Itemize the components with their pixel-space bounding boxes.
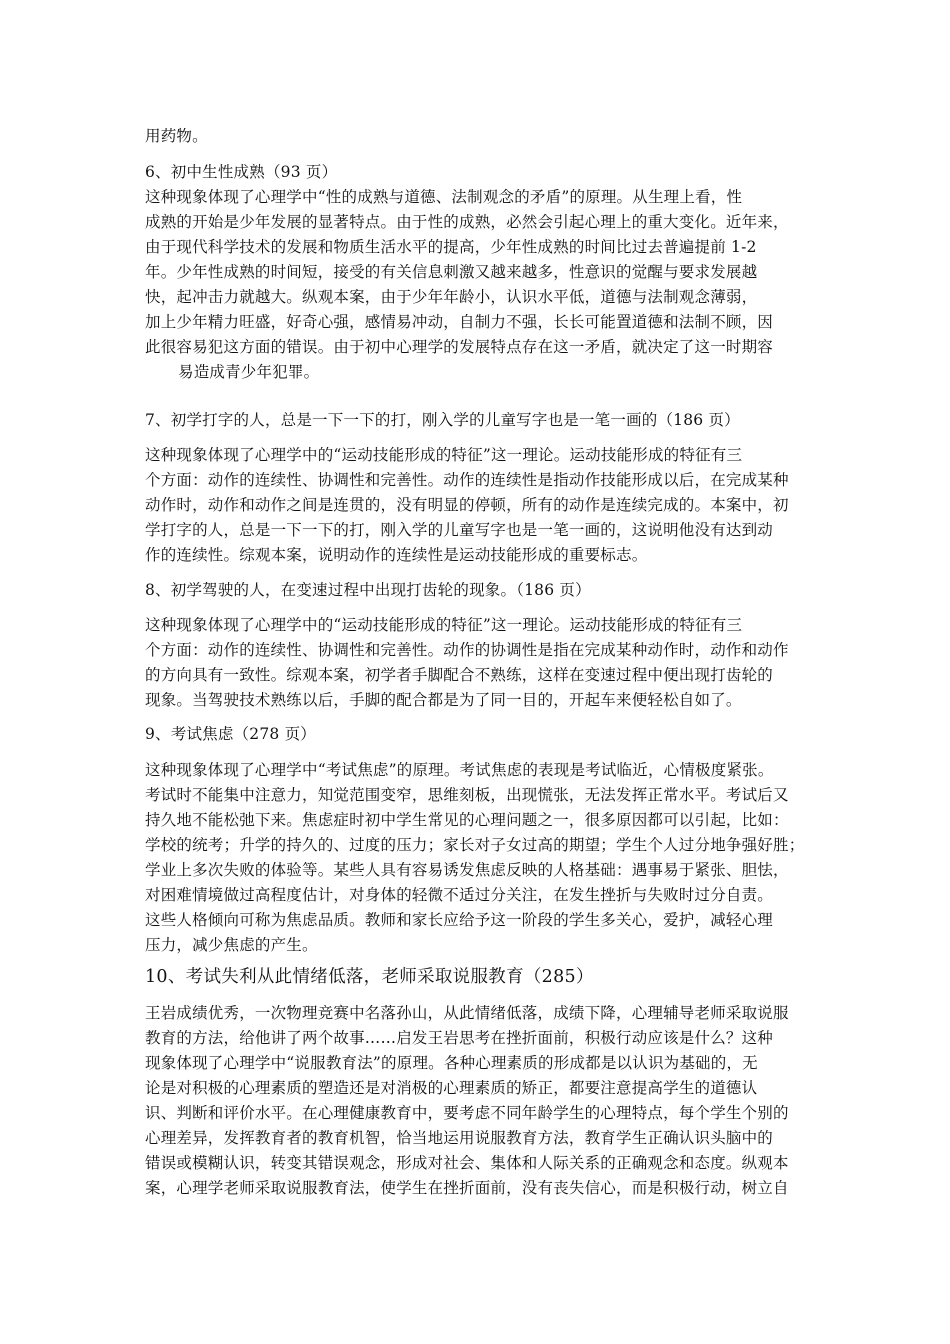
section-7-line-1: 这种现象体现了心理学中的“运动技能形成的特征”这一理论。运动技能形成的特征有三 (145, 446, 743, 464)
section-6-line-6: 加上少年精力旺盛，好奇心强，感情易冲动，自制力不强，长长可能置道德和法制不顾，因 (145, 313, 774, 331)
section-7-line-4: 学打字的人，总是一下一下的打，刚入学的儿童写字也是一笔一画的，这说明他没有达到动 (145, 521, 774, 539)
section-10-line-3: 现象体现了心理学中“说服教育法”的原理。各种心理素质的形成都是以认识为基础的，无 (145, 1054, 758, 1072)
section-9-line-8: 压力，减少焦虑的产生。 (145, 936, 318, 954)
section-10-line-2: 教育的方法，给他讲了两个故事……启发王岩思考在挫折面前，积极行动应该是什么？这种 (145, 1029, 774, 1047)
section-6-line-7: 此很容易犯这方面的错误。由于初中心理学的发展特点存在这一矛盾，就决定了这一时期容 (145, 338, 774, 356)
section-6-line-4: 年。少年性成熟的时间短，接受的有关信息刺激又越来越多，性意识的觉醒与要求发展越 (145, 263, 758, 281)
section-9-line-5: 学业上多次失败的体验等。某些人具有容易诱发焦虑反映的人格基础：遇事易于紧张、胆怯， (145, 861, 789, 879)
section-7-line-2: 个方面：动作的连续性、协调性和完善性。动作的连续性是指动作技能形成以后，在完成某种 (145, 471, 789, 489)
section-9-line-2: 考试时不能集中注意力，知觉范围变窄，思维刻板，出现慌张，无法发挥正常水平。考试后又 (145, 786, 789, 804)
intro-tail-line: 用药物。 (145, 127, 208, 145)
section-8-line-2: 个方面：动作的连续性、协调性和完善性。动作的协调性是指在完成某种动作时，动作和动作 (145, 641, 789, 659)
section-7-heading: 7、初学打字的人，总是一下一下的打，刚入学的儿童写字也是一笔一画的（186 页） (145, 411, 740, 429)
section-6-heading: 6、初中生性成熟（93 页） (145, 163, 338, 181)
section-8-line-3: 的方向具有一致性。综观本案，初学者手脚配合不熟练，这样在变速过程中便出现打齿轮的 (145, 666, 774, 684)
section-9-heading: 9、考试焦虑（278 页） (145, 725, 316, 743)
section-8-line-4: 现象。当驾驶技术熟练以后，手脚的配合都是为了同一目的，开起车来便轻松自如了。 (145, 691, 742, 709)
section-6-line-1: 这种现象体现了心理学中“性的成熟与道德、法制观念的矛盾”的原理。从生理上看，性 (145, 188, 743, 206)
section-10-line-4: 论是对积极的心理素质的塑造还是对消极的心理素质的矫正，都要注意提高学生的道德认 (145, 1079, 758, 1097)
section-6-line-8: 易造成青少年犯罪。 (178, 363, 320, 381)
section-8-heading: 8、初学驾驶的人，在变速过程中出现打齿轮的现象。（186 页） (145, 581, 591, 599)
section-10-line-5: 识、判断和评价水平。在心理健康教育中，要考虑不同年龄学生的心理特点，每个学生个别的 (145, 1104, 789, 1122)
section-10-line-6: 心理差异，发挥教育者的教育机智，恰当地运用说服教育方法，教育学生正确认识头脑中的 (145, 1129, 774, 1147)
section-6-line-2: 成熟的开始是少年发展的显著特点。由于性的成熟，必然会引起心理上的重大变化。近年来， (145, 213, 789, 231)
section-9-line-6: 对困难情境做过高程度估计，对身体的轻微不适过分关注，在发生挫折与失败时过分自责。 (145, 886, 774, 904)
section-7-line-5: 作的连续性。综观本案，说明动作的连续性是运动技能形成的重要标志。 (145, 546, 648, 564)
section-6-line-3: 由于现代科学技术的发展和物质生活水平的提高，少年性成熟的时间比过去普遍提前 1-2 (145, 238, 757, 256)
section-10-line-7: 错误或模糊认识，转变其错误观念，形成对社会、集体和人际关系的正确观念和态度。纵观本 (145, 1154, 789, 1172)
section-10-heading: 10、考试失利从此情绪低落，老师采取说服教育（285） (145, 967, 594, 987)
section-6-line-5: 快，起冲击力就越大。纵观本案，由于少年年龄小，认识水平低，道德与法制观念薄弱， (145, 288, 758, 306)
section-7-line-3: 动作时，动作和动作之间是连贯的，没有明显的停顿，所有的动作是连续完成的。本案中，初 (145, 496, 789, 514)
section-9-line-3: 持久地不能松弛下来。焦虑症时初中学生常见的心理问题之一，很多原因都可以引起，比如： (145, 811, 789, 829)
section-9-line-4: 学校的统考；升学的持久的、过度的压力；家长对子女过高的期望；学生个人过分地争强好胜； (145, 836, 805, 854)
section-9-line-1: 这种现象体现了心理学中“考试焦虑”的原理。考试焦虑的表现是考试临近，心情极度紧张。 (145, 761, 774, 779)
section-10-line-1: 王岩成绩优秀，一次物理竞赛中名落孙山，从此情绪低落，成绩下降，心理辅导老师采取说服 (145, 1004, 789, 1022)
section-8-line-1: 这种现象体现了心理学中的“运动技能形成的特征”这一理论。运动技能形成的特征有三 (145, 616, 743, 634)
section-10-line-8: 案，心理学老师采取说服教育法，使学生在挫折面前，没有丧失信心，而是积极行动，树立自 (145, 1179, 789, 1197)
section-9-line-7: 这些人格倾向可称为焦虑品质。教师和家长应给予这一阶段的学生多关心，爱护，减轻心理 (145, 911, 774, 929)
